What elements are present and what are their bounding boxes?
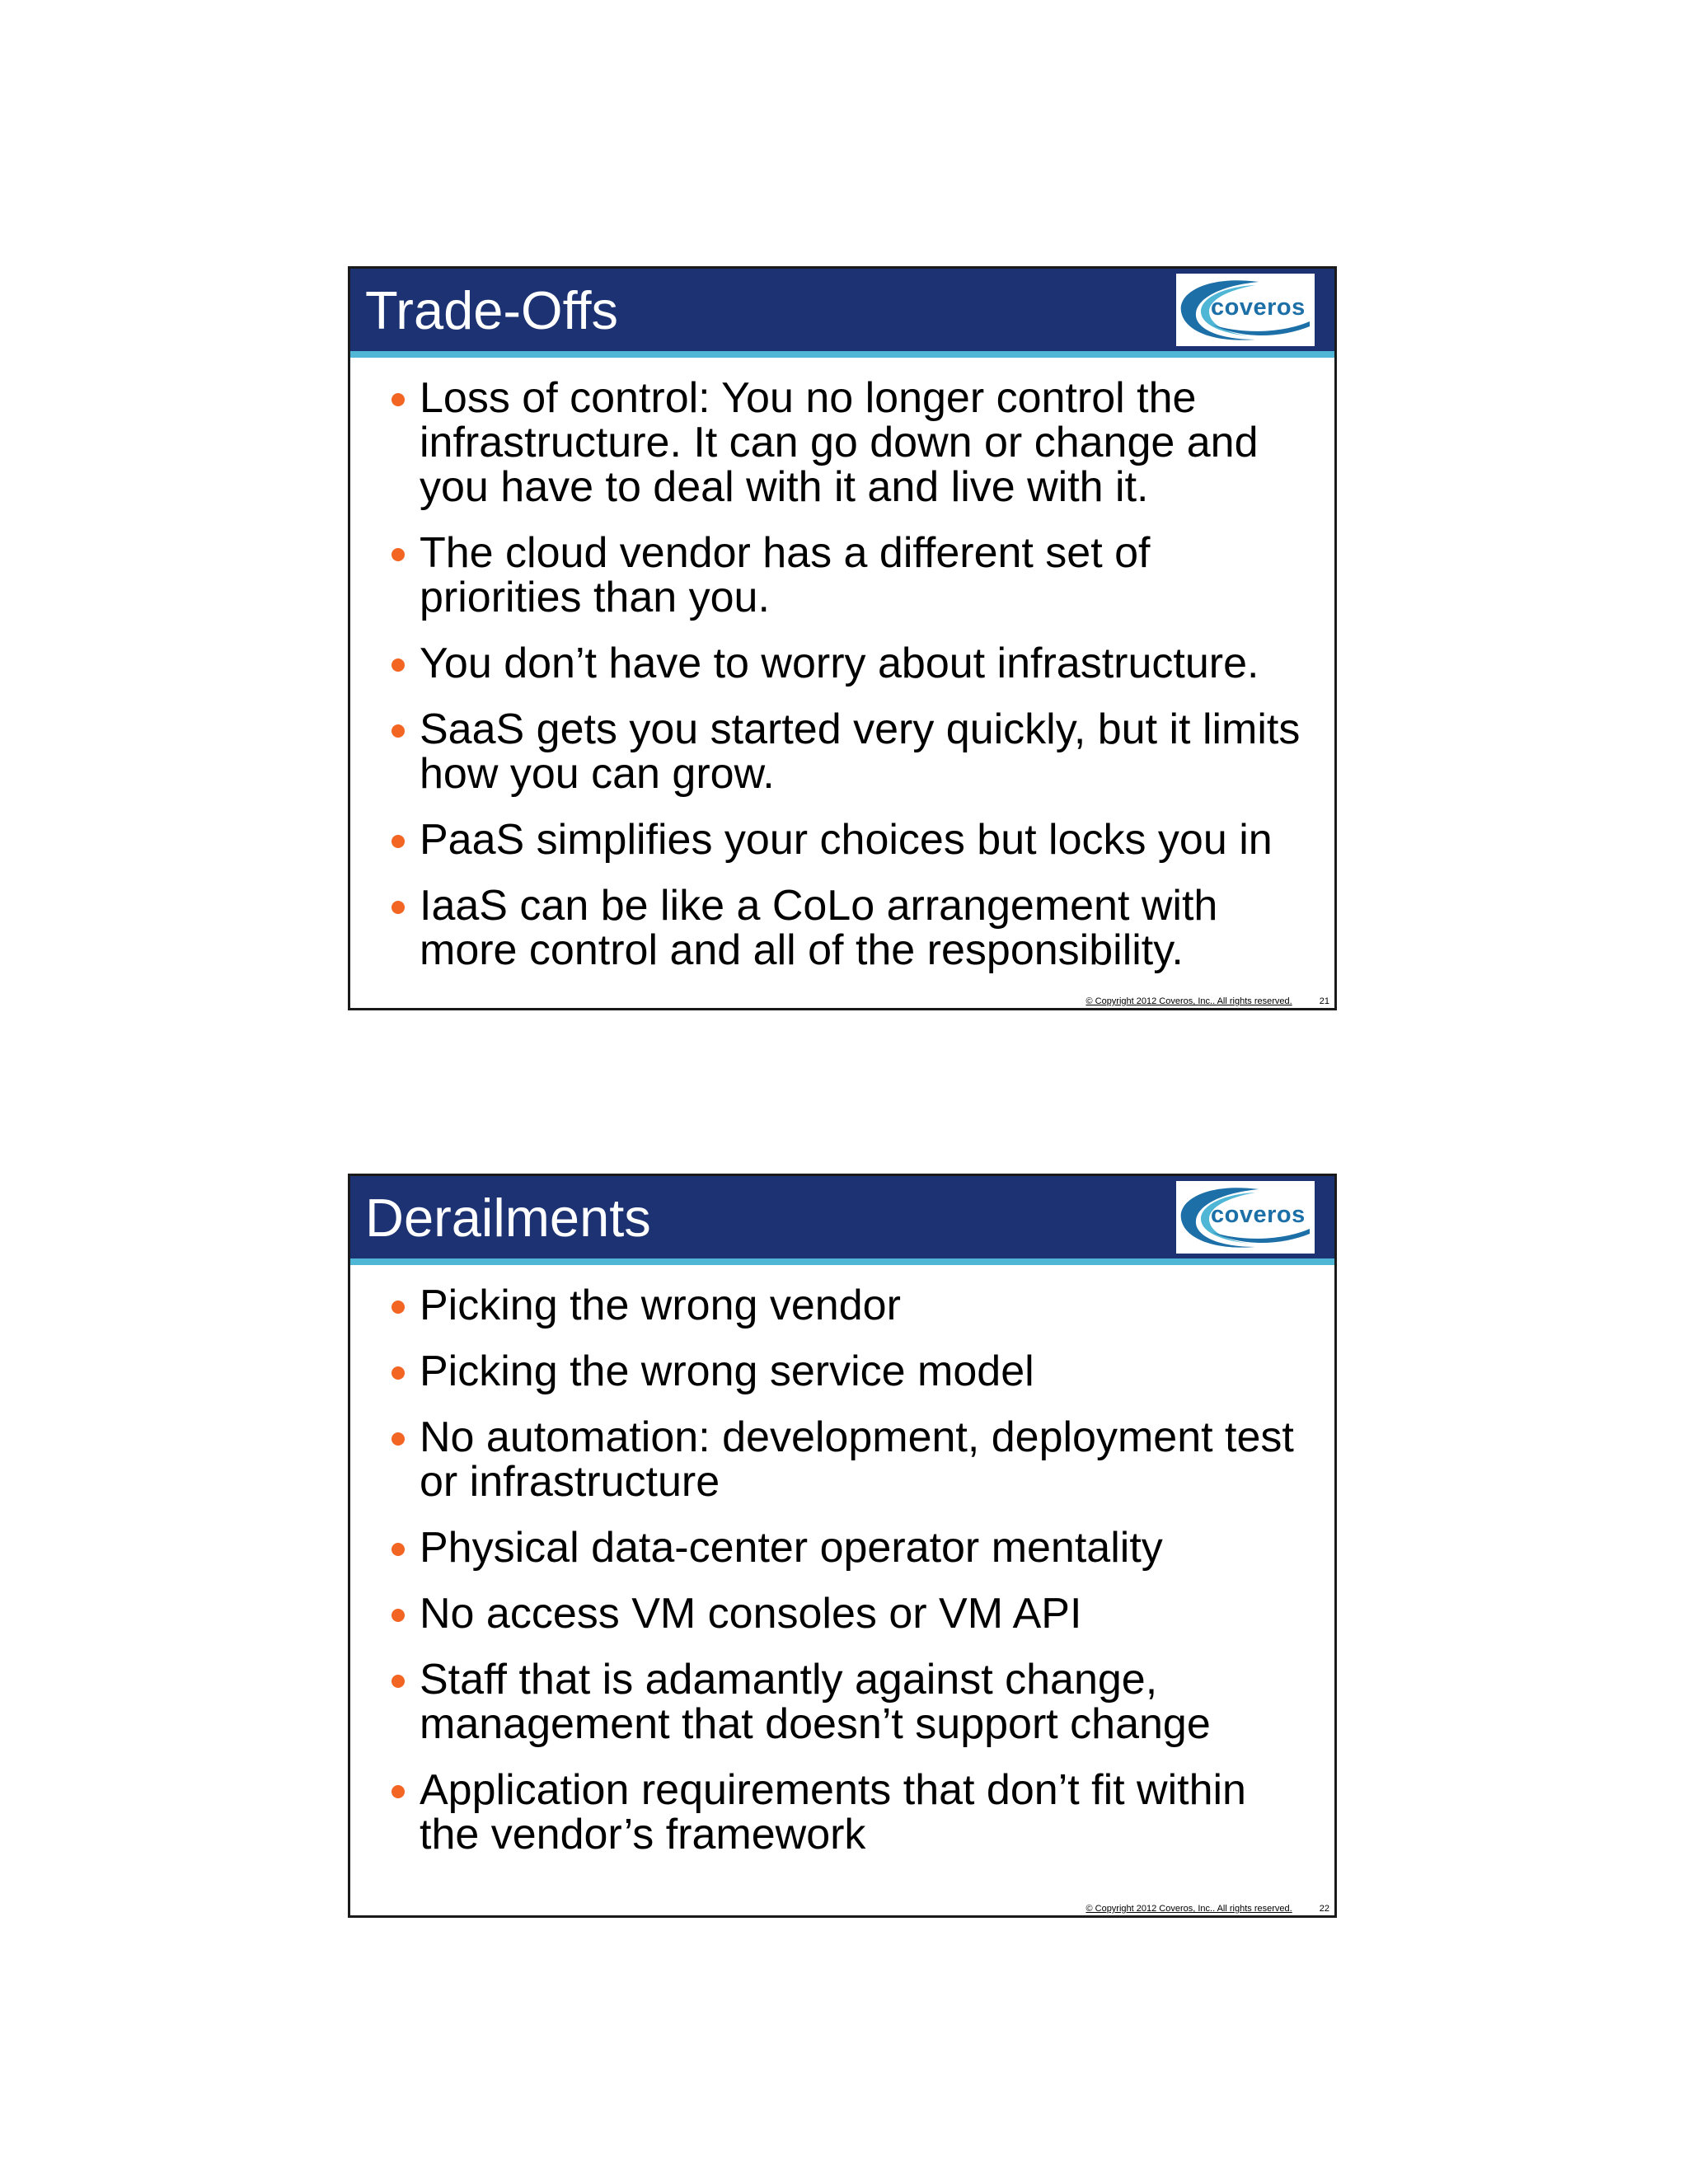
bullet-list: [390, 1283, 1301, 1878]
bullet-item: Picking the wrong service model: [390, 1349, 1301, 1394]
bullet-item: Physical data-center operator mentality: [390, 1526, 1301, 1570]
bullet-list: [390, 376, 1301, 994]
slide-header: [350, 1176, 1334, 1258]
header-rule: [350, 1258, 1334, 1265]
copyright-notice: © Copyright 2012 Coveros, Inc.. All rights reserved.: [1085, 1904, 1292, 1914]
slide-title: Derailments: [365, 1188, 651, 1248]
bullet-item: PaaS simplifies your choices but locks you in: [390, 818, 1301, 862]
coveros-logo: [1176, 1181, 1315, 1254]
bullet-item: Staff that is adamantly against change, management that doesn’t support change: [390, 1657, 1301, 1746]
page-number: 22: [1319, 1904, 1329, 1914]
header-rule: [350, 351, 1334, 358]
bullet-item: Picking the wrong vendor: [390, 1283, 1301, 1328]
bullet-item: No automation: development, deployment test or infrastructure: [390, 1415, 1301, 1504]
bullet-item: The cloud vendor has a different set of priorities than you.: [390, 531, 1301, 620]
slide-footer: [1085, 1904, 1329, 1914]
copyright-notice: © Copyright 2012 Coveros, Inc.. All rights reserved.: [1085, 996, 1292, 1006]
logo-text: coveros: [1211, 294, 1306, 321]
slide-header: [350, 269, 1334, 351]
slide-title: Trade-Offs: [365, 280, 619, 340]
logo-text: coveros: [1211, 1202, 1306, 1228]
bullet-item: SaaS gets you started very quickly, but it limits how you can grow.: [390, 707, 1301, 796]
page-number: 21: [1319, 996, 1329, 1006]
slide-trade-offs: [348, 266, 1337, 1010]
bullet-item: No access VM consoles or VM API: [390, 1591, 1301, 1636]
bullet-item: Loss of control: You no longer control the infrastructure. It can go down or change and you have to deal with it and live with it.: [390, 376, 1301, 509]
coveros-logo: [1176, 274, 1315, 346]
bullet-item: IaaS can be like a CoLo arrangement with more control and all of the responsibility.: [390, 883, 1301, 972]
slide-derailments: [348, 1174, 1337, 1918]
bullet-item: Application requirements that don’t fit within the vendor’s framework: [390, 1768, 1301, 1857]
bullet-item: You don’t have to worry about infrastructure.: [390, 641, 1301, 686]
slide-footer: [1085, 996, 1329, 1006]
